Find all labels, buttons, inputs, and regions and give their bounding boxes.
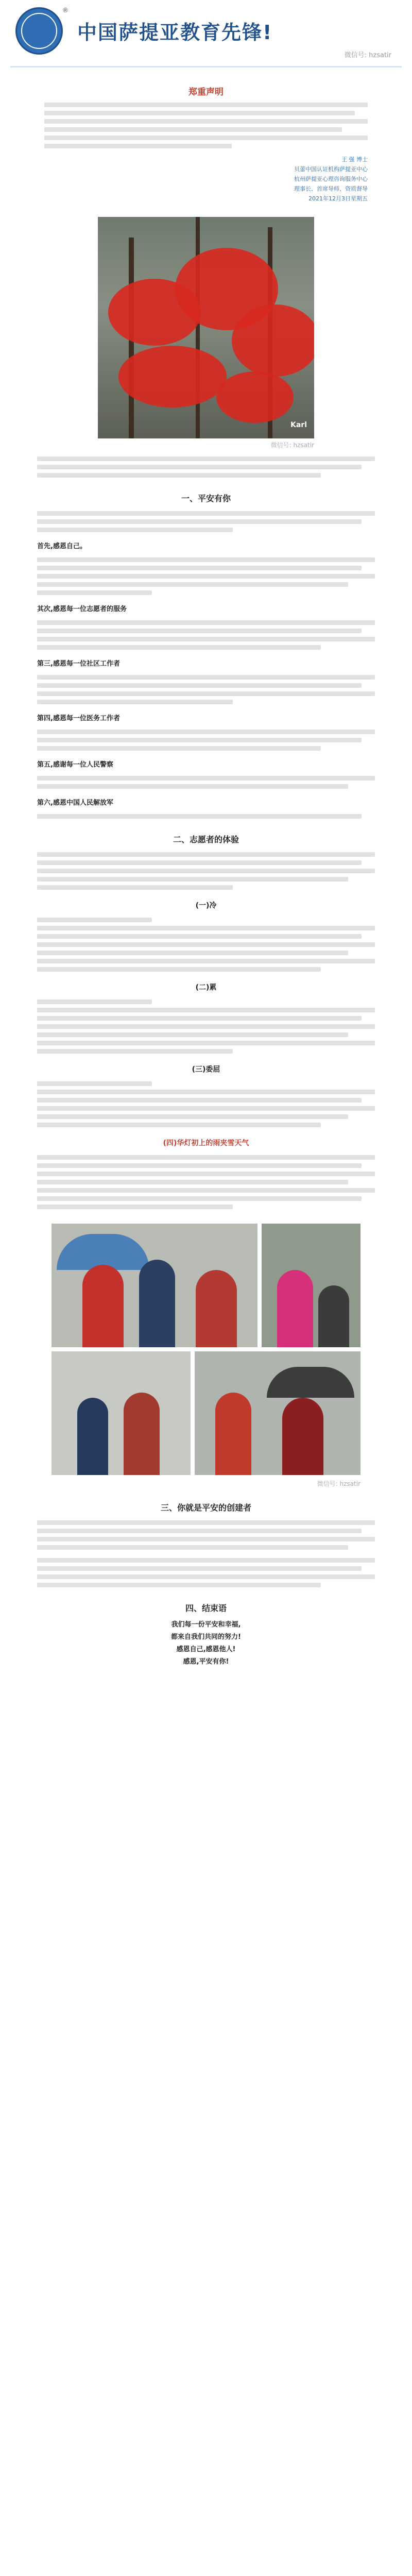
illegible-text <box>37 455 375 479</box>
illegible-text <box>37 674 375 705</box>
statement-body <box>44 101 368 149</box>
intro-paragraph <box>37 455 375 479</box>
illegible-text <box>37 917 375 973</box>
signature-line: 王 强 博士 <box>341 156 368 163</box>
photographer-signature: Karl <box>290 421 307 429</box>
closing-line: 感恩自己,感恩他人! <box>176 1646 236 1653</box>
section-heading: 二、志愿者的体验 <box>173 835 239 844</box>
statement-signature <box>44 155 368 204</box>
header-title: 中国萨提亚教育先锋! <box>77 21 273 44</box>
signature-line: 贝蕾中国认证机构萨提亚中心 <box>294 166 368 173</box>
header-divider <box>10 66 402 67</box>
lead-heading: 第四,感恩每一位医务工作者 <box>37 715 120 722</box>
closing-verse <box>0 1619 412 1668</box>
photo-watermark: 微信号: hzsatir <box>317 1480 360 1487</box>
illegible-text <box>37 851 375 891</box>
body-paragraph <box>37 1557 375 1588</box>
body-paragraph <box>37 1080 375 1128</box>
illegible-text <box>37 619 375 651</box>
autumn-leaves-photo <box>98 217 314 449</box>
subsection-heading: (一)冷 <box>195 902 217 910</box>
red-foliage-image <box>98 217 314 438</box>
body-paragraph <box>37 728 375 752</box>
section-heading: 一、平安有你 <box>181 494 231 503</box>
signature-line: 理事长、首席导师、资质督导 <box>294 185 368 192</box>
photo-watermark: 微信号: hzsatir <box>270 442 314 449</box>
illegible-text <box>37 728 375 752</box>
lead-heading: 首先,感恩自己。 <box>37 543 87 550</box>
organization-logo <box>15 7 68 55</box>
lead-heading: 第五,感谢每一位人民警察 <box>37 761 113 769</box>
body-paragraph <box>37 556 375 596</box>
statement-title: 郑重声明 <box>188 87 224 97</box>
illegible-text <box>44 101 368 149</box>
subsection-heading: (二)累 <box>195 984 217 992</box>
body-paragraph <box>37 917 375 973</box>
body-paragraph <box>37 1154 375 1210</box>
volunteer-photo-grid <box>52 1224 360 1488</box>
body-paragraph <box>37 851 375 891</box>
photo-row <box>52 1351 360 1475</box>
closing-line: 都来自我们共同的努力! <box>171 1633 241 1641</box>
subsection-heading: (四)华灯初上的雨夹雪天气 <box>163 1139 249 1147</box>
body-paragraph <box>37 674 375 705</box>
illegible-text <box>37 775 375 790</box>
signature-date: 2021年12月3日星期五 <box>308 195 368 202</box>
wechat-id: 微信号: hzsatir <box>344 52 391 59</box>
body-paragraph <box>37 619 375 651</box>
body-paragraph <box>37 775 375 790</box>
logo-ring <box>21 13 57 49</box>
illegible-text <box>37 1080 375 1128</box>
illegible-text <box>37 556 375 596</box>
illegible-text <box>37 813 375 820</box>
photo-row <box>52 1224 360 1347</box>
body-paragraph <box>37 813 375 820</box>
section-heading: 四、结束语 <box>185 1603 227 1613</box>
illegible-text <box>37 998 375 1055</box>
lead-heading: 其次,感恩每一位志愿者的服务 <box>37 605 127 613</box>
lead-heading: 第三,感恩每一位社区工作者 <box>37 660 120 668</box>
illegible-text <box>37 1154 375 1210</box>
volunteer-photo <box>52 1224 258 1347</box>
illegible-text <box>37 510 375 533</box>
signature-line: 杭州萨提亚心理咨询服务中心 <box>294 176 368 182</box>
registered-mark-icon: ® <box>62 7 68 14</box>
volunteer-photo <box>52 1351 191 1475</box>
body-paragraph <box>37 1519 375 1551</box>
subsection-heading: (三)委屈 <box>192 1065 220 1074</box>
article-header <box>0 0 412 77</box>
closing-line: 感恩,平安有你! <box>183 1658 229 1666</box>
volunteer-photo <box>262 1224 360 1347</box>
illegible-text <box>37 1557 375 1588</box>
lead-heading: 第六,感恩中国人民解放军 <box>37 799 113 807</box>
illegible-text <box>37 1519 375 1551</box>
volunteer-photo <box>195 1351 360 1475</box>
body-paragraph <box>37 510 375 533</box>
closing-line: 我们每一份平安和幸福, <box>171 1621 241 1629</box>
section-heading: 三、你就是平安的创建者 <box>160 1503 251 1513</box>
body-paragraph <box>37 998 375 1055</box>
